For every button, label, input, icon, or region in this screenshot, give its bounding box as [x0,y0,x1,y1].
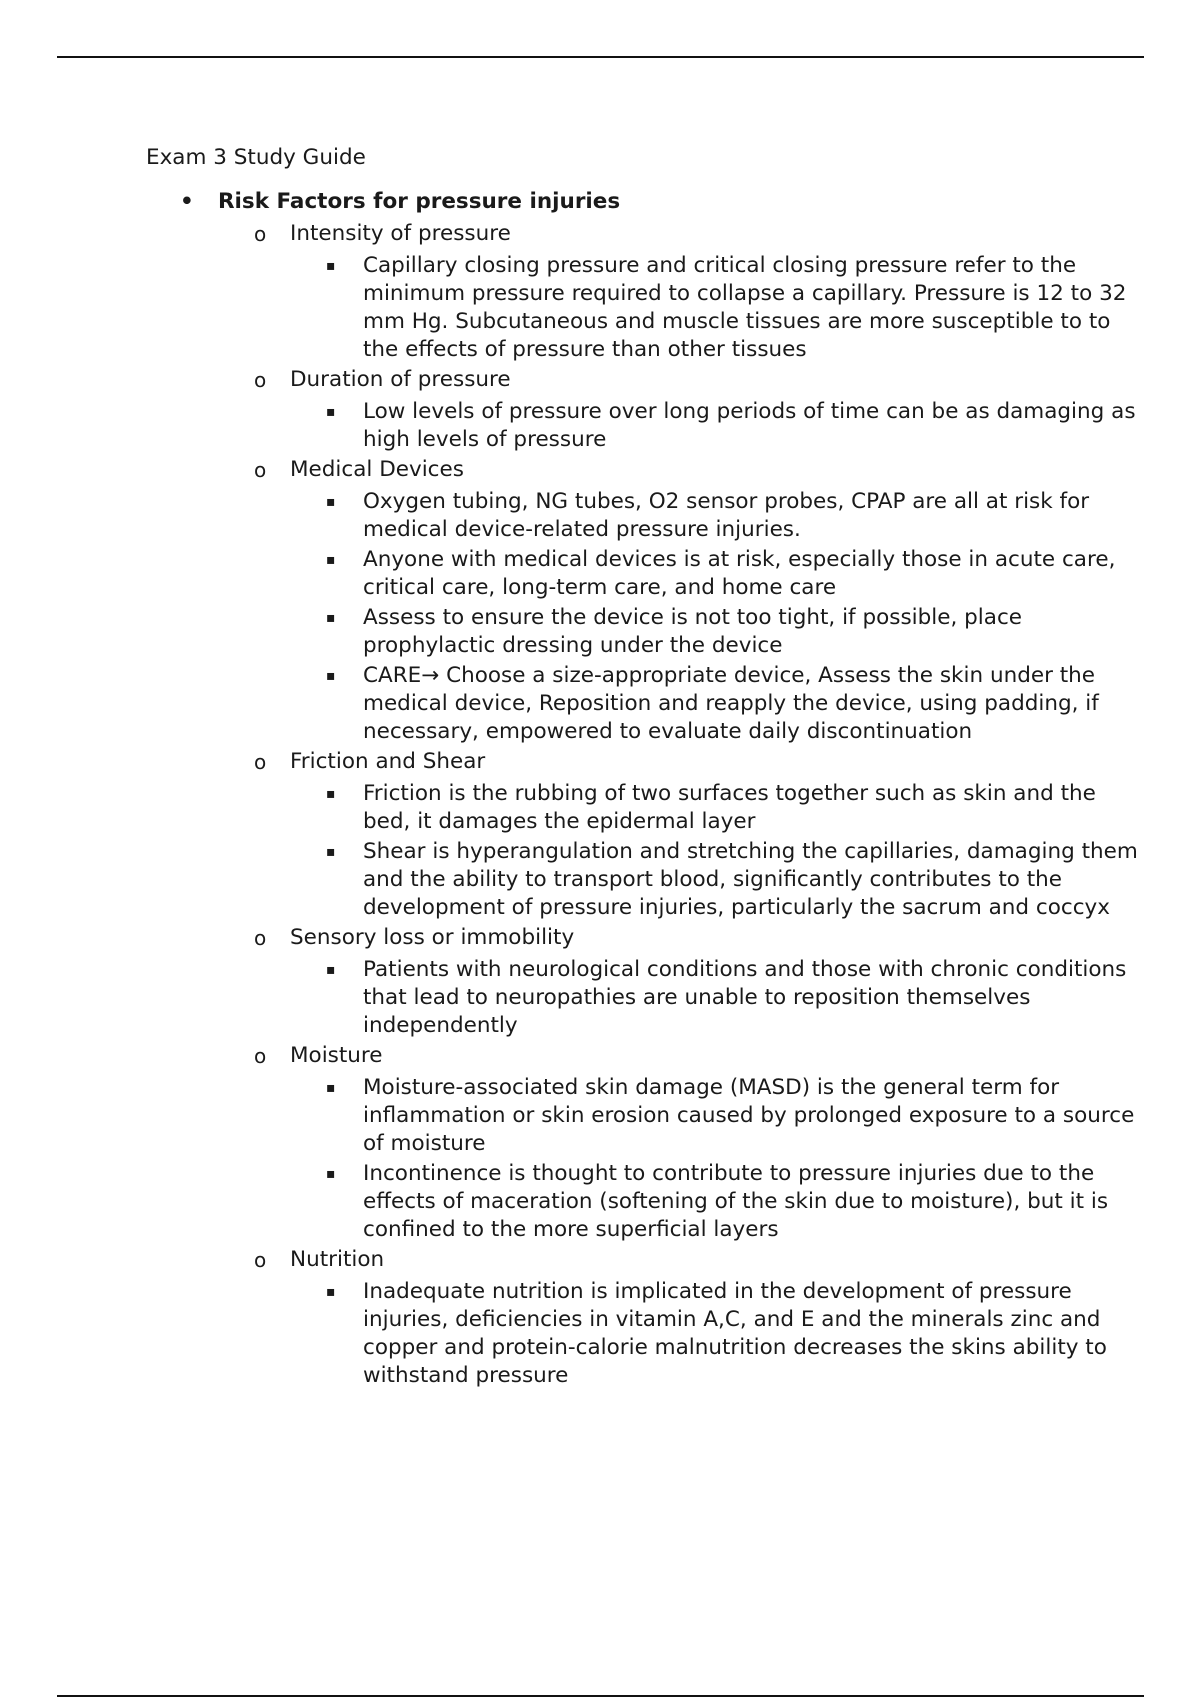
subsection-label [0,1042,1200,1070]
bullet-icon: • [180,189,194,214]
square-bullet-icon: ▪ [326,404,336,420]
subsection-label [0,456,1200,484]
square-bullet-icon: ▪ [326,610,336,626]
circle-bullet-icon: o [254,926,267,950]
circle-bullet-icon: o [254,1044,267,1068]
list-item-text: Friction is the rubbing of two surfaces together such as skin and the bed, it damages the epidermal layer [363,781,1096,834]
list-item-text: CARE→ Choose a size-appropriate device, Assess the skin under the medical device, Reposition and reapply the device, using padding, if necessary, empowered to evaluate daily discontinuation [363,663,1099,744]
subsection-sensory-loss [0,924,1200,1040]
square-bullet-icon: ▪ [326,786,336,802]
list-item-text: Incontinence is thought to contribute to pressure injuries due to the effects of maceration (softening of the skin due to moisture), but it is confined to the more superficial layers [363,1161,1109,1242]
circle-bullet-icon: o [254,1248,267,1272]
subsection-label-text: Sensory loss or immobility [290,925,575,950]
circle-bullet-icon: o [254,458,267,482]
subsection-friction-shear [0,748,1200,922]
list-item [0,546,1200,602]
list-item-text: Moisture-associated skin damage (MASD) is the general term for inflammation or skin erosion caused by prolonged exposure to a source of moisture [363,1075,1135,1156]
subsection-medical-devices [0,456,1200,746]
list-item-text: Oxygen tubing, NG tubes, O2 sensor probes, CPAP are all at risk for medical device-related pressure injuries. [363,489,1090,542]
square-bullet-icon: ▪ [326,1166,336,1182]
list-item-text: Shear is hyperangulation and stretching the capillaries, damaging them and the ability to transport blood, significantly contributes to the development of pressure injuries, particularly the sacrum and coccyx [363,839,1138,920]
list-item-text: Inadequate nutrition is implicated in the development of pressure injuries, deficiencies in vitamin A,C, and E and the minerals zinc and copper and protein-calorie malnutrition decreases the skins ability to withstand pressure [363,1279,1107,1388]
list-item-text: Low levels of pressure over long periods of time can be as damaging as high levels of pressure [363,399,1136,452]
square-bullet-icon: ▪ [326,494,336,510]
list-item [0,398,1200,454]
section-heading [0,188,1200,216]
subsection-label [0,1246,1200,1274]
document-body [0,188,1200,1392]
list-item [0,838,1200,922]
document-title: Exam 3 Study Guide [146,145,366,170]
footer-rule [57,1695,1144,1697]
list-item [0,1160,1200,1244]
list-item-text: Assess to ensure the device is not too tight, if possible, place prophylactic dressing under the device [363,605,1022,658]
header-rule [57,56,1144,58]
subsection-label-text: Moisture [290,1043,383,1068]
subsection-label-text: Duration of pressure [290,367,511,392]
subsection-label [0,220,1200,248]
list-item [0,1074,1200,1158]
subsection-label [0,366,1200,394]
square-bullet-icon: ▪ [326,668,336,684]
list-item [0,662,1200,746]
subsection-label-text: Intensity of pressure [290,221,511,246]
subsection-moisture [0,1042,1200,1244]
circle-bullet-icon: o [254,368,267,392]
square-bullet-icon: ▪ [326,258,336,274]
list-item-text: Anyone with medical devices is at risk, especially those in acute care, critical care, long-term care, and home care [363,547,1116,600]
list-item [0,780,1200,836]
subsection-nutrition [0,1246,1200,1390]
square-bullet-icon: ▪ [326,1080,336,1096]
list-item-text: Patients with neurological conditions and those with chronic conditions that lead to neuropathies are unable to reposition themselves independently [363,957,1127,1038]
list-item [0,488,1200,544]
subsection-duration [0,366,1200,454]
list-item [0,1278,1200,1390]
list-item [0,252,1200,364]
square-bullet-icon: ▪ [326,962,336,978]
section-heading-text: Risk Factors for pressure injuries [218,189,621,214]
circle-bullet-icon: o [254,222,267,246]
subsection-label [0,748,1200,776]
subsection-label-text: Friction and Shear [290,749,486,774]
subsection-intensity [0,220,1200,364]
subsection-label [0,924,1200,952]
square-bullet-icon: ▪ [326,844,336,860]
square-bullet-icon: ▪ [326,552,336,568]
circle-bullet-icon: o [254,750,267,774]
list-item [0,956,1200,1040]
list-item-text: Capillary closing pressure and critical closing pressure refer to the minimum pressure required to collapse a capillary. Pressure is 12 to 32 mm Hg. Subcutaneous and muscle tissues are more susceptible to to the effects of pressure than other tissues [363,253,1127,362]
square-bullet-icon: ▪ [326,1284,336,1300]
list-item [0,604,1200,660]
subsection-label-text: Nutrition [290,1247,385,1272]
subsection-label-text: Medical Devices [290,457,464,482]
